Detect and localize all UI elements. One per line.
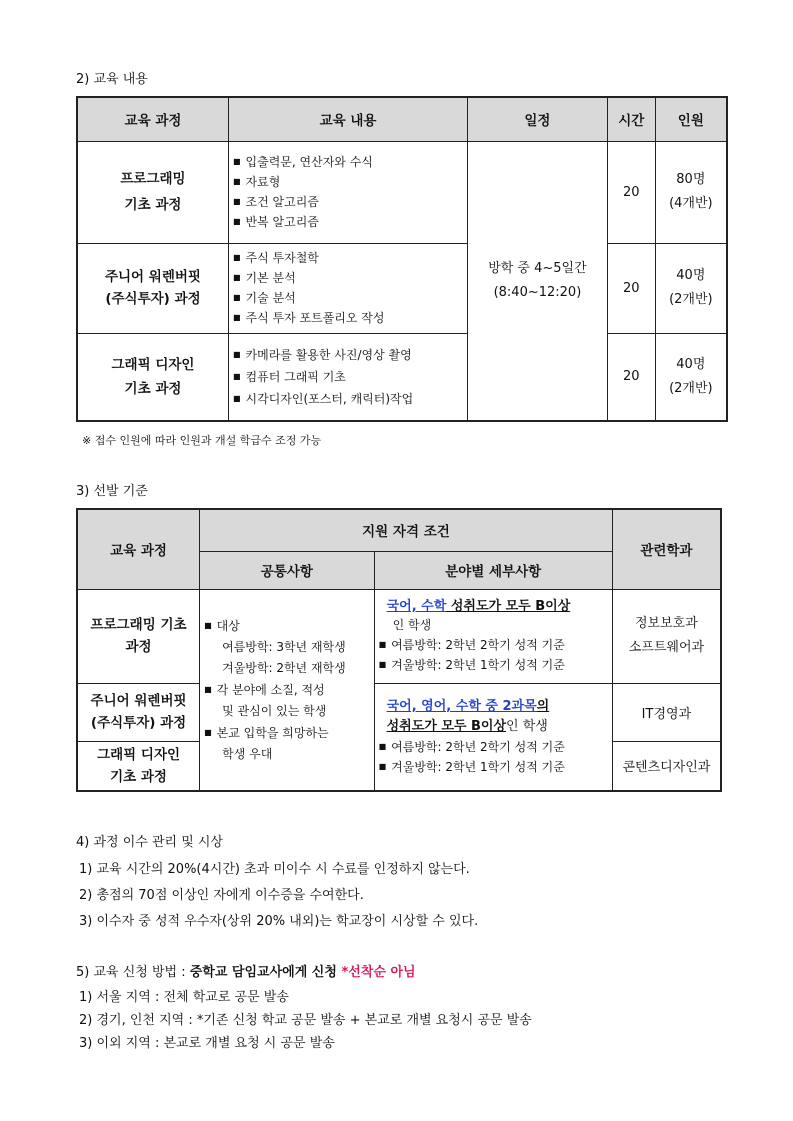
course-name: 주니어 워렌버핏 (주식투자) 과정: [77, 683, 200, 741]
table-row: [77, 333, 727, 421]
application-list: [79, 986, 532, 1055]
header-people: 인원: [655, 97, 727, 141]
list-item: 3) 이수자 중 성적 우수자(상위 20% 내외)는 학교장이 시상할 수 있다.: [79, 914, 479, 929]
table-row: [77, 141, 727, 243]
course-name: 프로그래밍 기초 과정: [77, 589, 200, 683]
table-row: [77, 589, 721, 683]
list-item: 3) 이외 지역 : 본교로 개별 요청 시 공문 발송: [79, 1036, 335, 1051]
header-course: 교육 과정: [77, 509, 200, 589]
selection-criteria-table: [76, 508, 722, 792]
enrollment-note: ※ 접수 인원에 따라 인원과 개설 학급수 조정 가능: [82, 434, 322, 447]
course-name: 프로그래밍 기초 과정: [77, 141, 228, 243]
list-item: 2) 경기, 인천 지역 : *기존 신청 학교 공문 발송 + 본교로 개별 요청시 공문 발송: [79, 1013, 532, 1028]
hours-cell: 20: [607, 243, 655, 333]
header-content: 교육 내용: [228, 97, 467, 141]
department-cell: 콘텐츠디자인과: [612, 741, 721, 791]
table-row: [77, 243, 727, 333]
course-name: 그래픽 디자인 기초 과정: [77, 333, 228, 421]
people-cell: 40명 (2개반): [655, 243, 727, 333]
table-row: [77, 683, 721, 741]
list-item: 2) 총점의 70점 이상인 자에게 이수증을 수여한다.: [79, 888, 364, 903]
header-hours: 시간: [607, 97, 655, 141]
detail-requirements: 국어, 영어, 수학 중 2과목의 성취도가 모두 B이상인 학생 ■ 여름방학: 2학년 2학기 성적 기준 ■ 겨울방학: 2학년 1학기 성적 기준: [374, 683, 612, 791]
department-cell: IT경영과: [612, 683, 721, 741]
common-requirements: ■ 대상 여름방학: 3학년 재학생 겨울방학: 2학년 재학생 ■ 각 분야에 소질, 적성 및 관심이 있는 학생 ■ 본교 입학을 희망하는 학생 우대: [200, 589, 374, 791]
list-item: 1) 서울 지역 : 전체 학교로 공문 발송: [79, 990, 289, 1005]
detail-requirements: 국어, 수학 성취도가 모두 B이상 인 학생 ■ 여름방학: 2학년 2학기 성적 기준 ■ 겨울방학: 2학년 1학기 성적 기준: [374, 589, 612, 683]
hours-cell: 20: [607, 141, 655, 243]
header-common: 공통사항: [200, 551, 374, 589]
completion-list: [79, 857, 478, 935]
course-name: 그래픽 디자인 기초 과정: [77, 741, 200, 791]
header-department: 관련학과: [612, 509, 721, 589]
department-cell: 정보보호과 소프트웨어과: [612, 589, 721, 683]
section-4-title: 4) 과정 이수 관리 및 시상: [76, 835, 224, 850]
course-items: ■ 카메라를 활용한 사진/영상 촬영 ■ 컴퓨터 그래픽 기초 ■ 시각디자인(포스터, 캐릭터)작업: [228, 333, 467, 421]
header-schedule: 일정: [468, 97, 608, 141]
section-3-title: 3) 선발 기준: [76, 484, 148, 499]
header-detail: 분야별 세부사항: [374, 551, 612, 589]
education-content-table: [76, 96, 728, 422]
header-course: 교육 과정: [77, 97, 228, 141]
course-items: ■ 입출력문, 연산자와 수식 ■ 자료형 ■ 조건 알고리즘 ■ 반복 알고리즘: [228, 141, 467, 243]
section-2-title: 2) 교육 내용: [76, 72, 148, 87]
schedule-cell: 방학 중 4~5일간 (8:40~12:20): [468, 141, 608, 421]
list-item: 1) 교육 시간의 20%(4시간) 초과 미이수 시 수료를 인정하지 않는다.: [79, 862, 470, 877]
header-qualification: 지원 자격 조건: [200, 509, 613, 551]
section-5-title: 5) 교육 신청 방법 : 중학교 담임교사에게 신청 *선착순 아님: [76, 965, 416, 980]
people-cell: 80명 (4개반): [655, 141, 727, 243]
hours-cell: 20: [607, 333, 655, 421]
people-cell: 40명 (2개반): [655, 333, 727, 421]
course-name: 주니어 워렌버핏 (주식투자) 과정: [77, 243, 228, 333]
course-items: ■ 주식 투자철학 ■ 기본 분석 ■ 기술 분석 ■ 주식 투자 포트폴리오 작성: [228, 243, 467, 333]
